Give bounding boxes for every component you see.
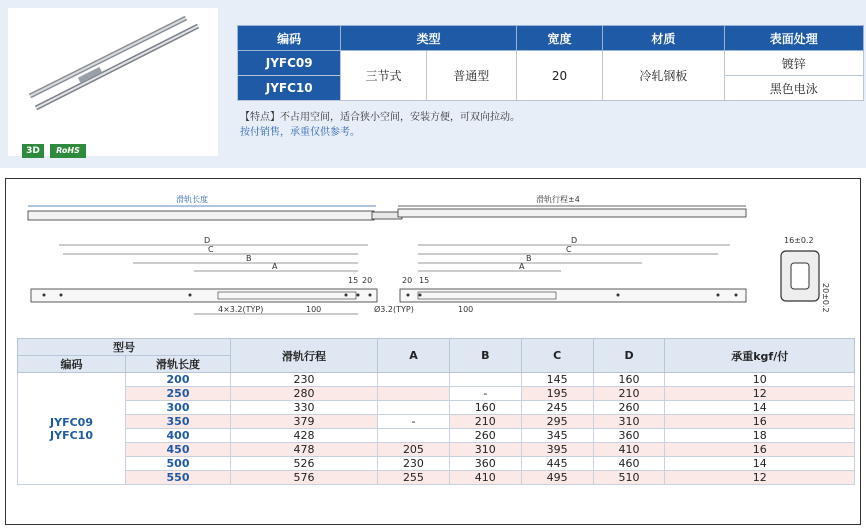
spec-type-main: 三节式 [341,51,426,101]
row-a [378,373,450,387]
badge-3d: 3D [22,144,44,158]
row-stroke: 576 [231,471,378,485]
row-a [378,401,450,415]
row-stroke: 330 [231,401,378,415]
row-length: 200 [126,373,231,387]
row-length: 400 [126,429,231,443]
row-c: 495 [521,471,593,485]
row-d: 510 [593,471,665,485]
dim-15-right: 15 [419,276,430,285]
row-length: 500 [126,457,231,471]
dim-code-2: JYFC10 [50,428,93,442]
dim-header-load: 承重kgf/付 [665,339,855,373]
row-d: 360 [593,429,665,443]
row-length: 450 [126,443,231,457]
table-row [18,401,855,415]
row-b: 310 [449,443,521,457]
table-row [18,457,855,471]
dim-header-c: C [521,339,593,373]
dimension-drawing [6,179,860,337]
row-stroke: 230 [231,373,378,387]
rail-length-label: 滑轨长度 [176,195,208,204]
table-row [18,373,855,387]
top-rail-outer [28,211,374,220]
product-header-panel [0,0,866,168]
row-stroke: 478 [231,443,378,457]
top-rail-inner [398,209,746,217]
row-b: 160 [449,401,521,415]
row-c: 195 [521,387,593,401]
spec-material: 冷轧钢板 [603,51,724,101]
dim-code-1: JYFC09 [50,415,93,429]
row-a [378,387,450,401]
row-c: 395 [521,443,593,457]
dim-A-right: A [519,262,525,271]
spec-table [237,25,864,101]
row-stroke: 428 [231,429,378,443]
spec-code-2: JYFC10 [238,76,341,101]
dim-100-right: 100 [458,305,474,314]
row-c: 345 [521,429,593,443]
dim-D-right: D [571,236,578,245]
dim-100-left: 100 [306,305,322,314]
spec-header-finish: 表面处理 [724,26,863,51]
table-row [18,443,855,457]
note-text: 按付销售，承重仅供参考。 [240,127,360,138]
feature-text: 【特点】不占用空间，适合狭小空间，安装方便，可双向拉动。 [240,112,520,123]
row-load: 16 [665,443,855,457]
row-load: 10 [665,373,855,387]
dim-C-left: C [208,245,214,254]
spec-type-sub: 普通型 [426,51,516,101]
row-stroke: 526 [231,457,378,471]
section-height-label: 20±0.2 [821,283,830,313]
row-c: 245 [521,401,593,415]
row-load: 14 [665,401,855,415]
hole-typ-label: 4×3.2(TYP) [218,305,264,314]
row-d: 260 [593,401,665,415]
dim-20-right: 20 [402,276,413,285]
stroke-label: 滑轨行程±4 [536,195,580,204]
spec-width: 20 [516,51,602,101]
dim-header-a: A [378,339,450,373]
dim-header-length: 滑轨长度 [126,356,231,373]
spec-header-code: 编码 [238,26,341,51]
dim-B-left: B [246,254,252,263]
dimension-drawing-frame [5,178,861,525]
row-stroke: 280 [231,387,378,401]
side-rail-right [400,289,746,302]
row-load: 12 [665,387,855,401]
row-a: 205 [378,443,450,457]
slide-rail-image [8,8,218,156]
row-stroke: 379 [231,415,378,429]
dim-C-right: C [566,245,572,254]
row-b: 410 [449,471,521,485]
row-d: 310 [593,415,665,429]
spec-header-type: 类型 [341,26,517,51]
dim-header-stroke: 滑轨行程 [231,339,378,373]
row-a: 255 [378,471,450,485]
table-row [18,415,855,429]
row-a [378,429,450,443]
row-load: 14 [665,457,855,471]
row-length: 550 [126,471,231,485]
row-length: 350 [126,415,231,429]
spec-header-material: 材质 [603,26,724,51]
row-b: - [449,387,521,401]
row-load: 16 [665,415,855,429]
row-c: 445 [521,457,593,471]
dim-B-right: B [526,254,532,263]
row-length: 300 [126,401,231,415]
dim-header-code: 编码 [18,356,126,373]
spec-code-1: JYFC09 [238,51,341,76]
dim-header-d: D [593,339,665,373]
spec-finish-1: 镀锌 [724,51,863,76]
row-b: 210 [449,415,521,429]
dim-20-left: 20 [362,276,373,285]
row-c: 145 [521,373,593,387]
row-d: 210 [593,387,665,401]
row-b [449,373,521,387]
spec-header-width: 宽度 [516,26,602,51]
row-d: 460 [593,457,665,471]
dim-code-cell [18,373,126,485]
row-a: 230 [378,457,450,471]
row-b: 360 [449,457,521,471]
dim-A-left: A [272,262,278,271]
row-load: 12 [665,471,855,485]
table-row [18,471,855,485]
dim-D-left: D [204,236,211,245]
badge-rohs: RoHS [50,144,86,158]
row-load: 18 [665,429,855,443]
row-a: - [378,415,450,429]
row-d: 410 [593,443,665,457]
product-image-card [8,8,218,156]
dim-15-left: 15 [348,276,359,285]
dimension-table [17,338,855,485]
section-width-label: 16±0.2 [784,236,814,245]
dim-header-b: B [449,339,521,373]
top-rail-middle [372,212,402,219]
row-c: 295 [521,415,593,429]
hole-dia-label: Ø3.2(TYP) [374,305,414,314]
table-row [18,387,855,401]
row-length: 250 [126,387,231,401]
row-d: 160 [593,373,665,387]
dim-header-model: 型号 [18,339,231,356]
spec-finish-2: 黑色电泳 [724,76,863,101]
side-rail-left [31,289,377,302]
table-row [18,429,855,443]
row-b: 260 [449,429,521,443]
